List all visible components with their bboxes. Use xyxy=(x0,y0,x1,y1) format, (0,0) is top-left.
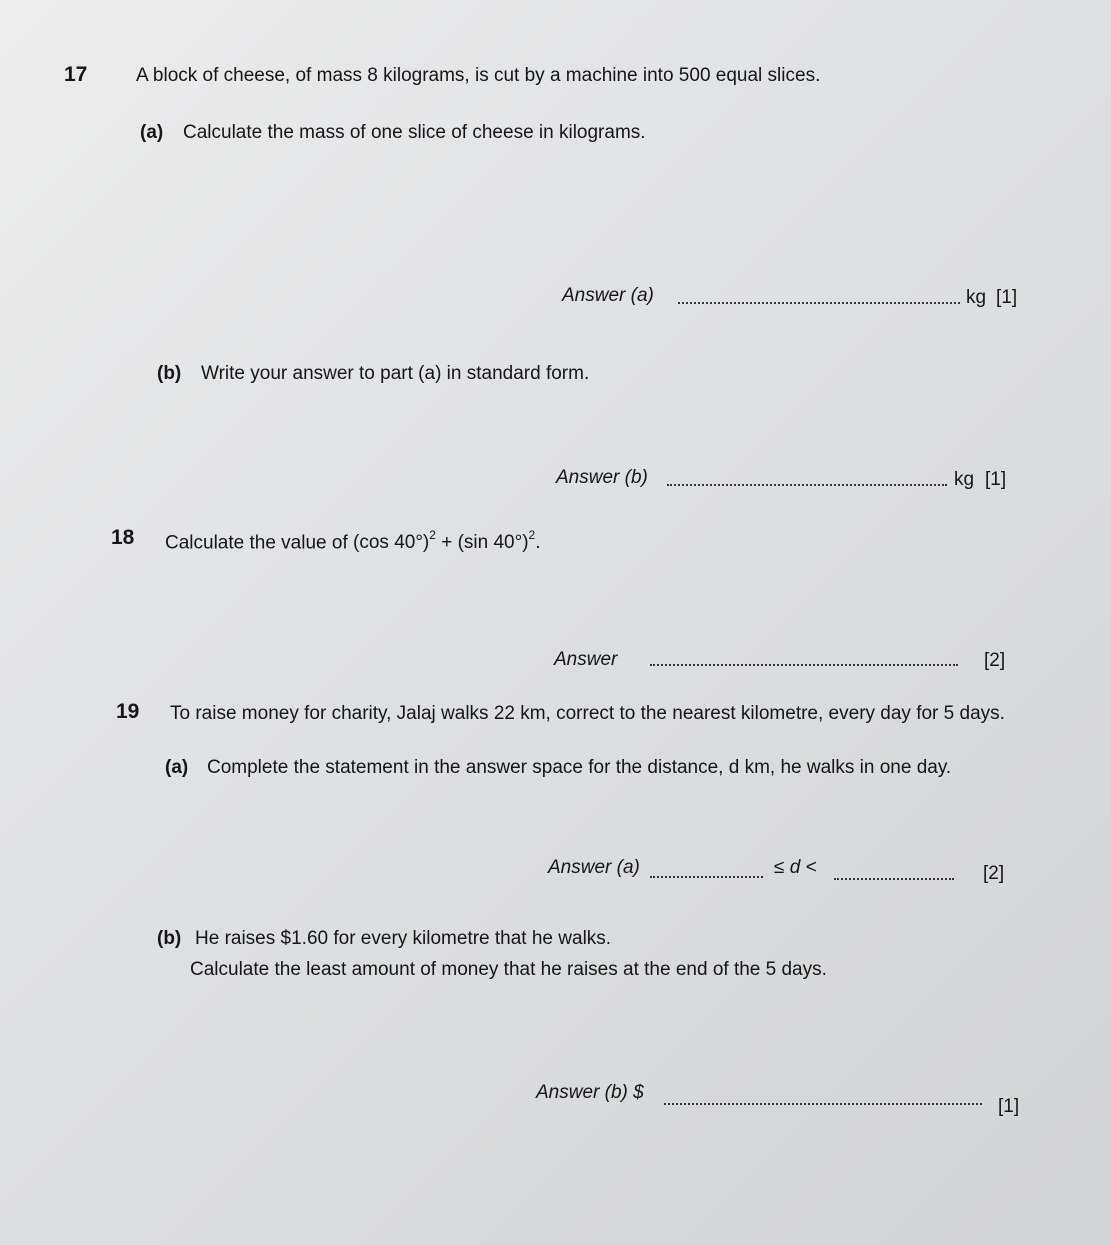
expr-plus: + xyxy=(435,532,458,554)
answer-17b-marks: [1] xyxy=(985,469,1007,490)
expr-cos-exponent: 2 xyxy=(429,528,436,542)
answer-19b-line[interactable] xyxy=(664,1103,982,1105)
question-19-number: 19 xyxy=(116,700,140,723)
question-18-expression xyxy=(353,528,541,554)
question-19a-text: Complete the statement in the answer space for the distance, d km, he walks in one day. xyxy=(207,757,952,778)
answer-19a-inequality: ≤ d < xyxy=(774,857,817,878)
answer-19a-marks: [2] xyxy=(983,863,1005,884)
question-17b-text: Write your answer to part (a) in standard form. xyxy=(201,363,590,384)
answer-18-marks: [2] xyxy=(984,650,1006,671)
answer-17a-label: Answer (a) xyxy=(562,285,654,306)
expr-sin-exponent: 2 xyxy=(528,528,536,542)
expr-cos: (cos 40°) xyxy=(353,532,430,554)
question-17-number: 17 xyxy=(64,63,88,86)
expr-end: . xyxy=(535,532,541,554)
question-17b-label: (b) xyxy=(157,363,182,384)
question-18-number: 18 xyxy=(111,526,135,549)
answer-18-line[interactable] xyxy=(650,664,958,666)
question-18-text xyxy=(165,528,541,554)
expr-sin: (sin 40°) xyxy=(457,532,529,554)
answer-17b-label: Answer (b) xyxy=(556,467,648,488)
answer-19b-marks: [1] xyxy=(998,1096,1020,1117)
answer-19a-lower-line[interactable] xyxy=(650,876,763,878)
answer-17b-unit: kg xyxy=(954,469,975,490)
answer-17a-unit: kg xyxy=(966,287,987,308)
answer-19a-label: Answer (a) xyxy=(548,857,640,878)
question-17a-text: Calculate the mass of one slice of cheese in kilograms. xyxy=(183,122,646,143)
question-19b-text-1: He raises $1.60 for every kilometre that he walks. xyxy=(195,928,612,949)
answer-19a-upper-line[interactable] xyxy=(834,878,954,880)
answer-17b-line[interactable] xyxy=(667,484,947,486)
question-19-text: To raise money for charity, Jalaj walks 22 km, correct to the nearest kilometre, every day for 5 days. xyxy=(170,703,1005,724)
answer-17a-line[interactable] xyxy=(678,302,960,304)
question-18-intro: Calculate the value of xyxy=(165,532,348,554)
question-19b-text-2: Calculate the least amount of money that he raises at the end of the 5 days. xyxy=(190,959,827,980)
answer-18-label: Answer xyxy=(554,649,618,670)
answer-17a-marks: [1] xyxy=(996,287,1018,308)
question-19a-label: (a) xyxy=(165,757,189,778)
answer-19b-label: Answer (b) $ xyxy=(536,1082,644,1103)
question-19b-label: (b) xyxy=(157,928,182,949)
question-17a-label: (a) xyxy=(140,122,164,143)
question-17-text: A block of cheese, of mass 8 kilograms, is cut by a machine into 500 equal slices. xyxy=(136,65,821,86)
